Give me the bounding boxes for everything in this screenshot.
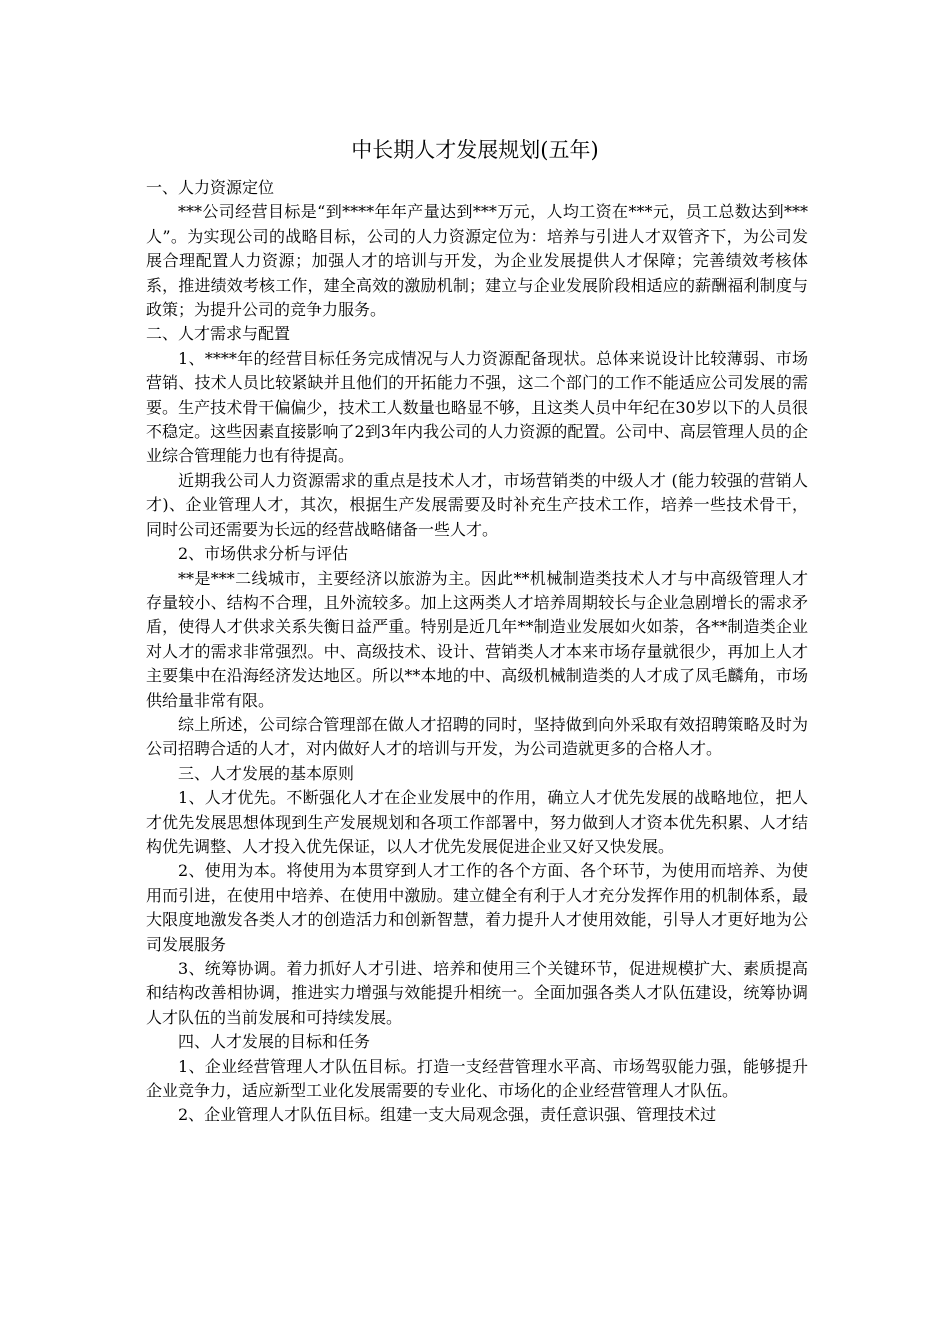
paragraph: 1、****年的经营目标任务完成情况与人力资源配备现状。总体来说设计比较薄弱、市场营销、技术人员比较紧缺并且他们的开拓能力不强，这二个部门的工作不能适应公司发展的需要。生产技术骨干偏偏少，技术工人数量也略显不够，且这类人员中年纪在30岁以下的人员很不稳定。这些因素直接影响了2到3年内我公司的人力资源的配置。公司中、高层管理人员的企业综合管理能力也有待提高。 (146, 348, 808, 466)
paragraph: **是***二线城市，主要经济以旅游为主。因此**机械制造类技术人才与中高级管理人才存量较小、结构不合理，且外流较多。加上这两类人才培养周期较长与企业急剧增长的需求矛盾，使得人才供求关系失衡日益严重。特别是近几年**制造业发展如火如荼，各**制造类企业对人才的需求非常强烈。中、高级技术、设计、营销类人才本来市场存量就很少，再加上人才主要集中在沿海经济发达地区。所以**本地的中、高级机械制造类的人才成了凤毛麟角，市场供给量非常有限。 (146, 568, 808, 710)
section-heading: 一、人力资源定位 (146, 178, 275, 197)
paragraph: 1、企业经营管理人才队伍目标。打造一支经营管理水平高、市场驾驭能力强，能够提升企业竞争力，适应新型工业化发展需要的专业化、市场化的企业经营管理人才队伍。 (146, 1056, 808, 1101)
paragraph: ***公司经营目标是“到****年年产量达到***万元，人均工资在***元，员工总数达到***人”。为实现公司的战略目标，公司的人力资源定位为：培养与引进人才双管齐下，为公司发展合理配置人力资源；加强人才的培训与开发，为企业发展提供人才保障；完善绩效考核体系，推进绩效考核工作，建全高效的激励机制；建立与企业发展阶段相适应的薪酬福利制度与政策；为提升公司的竞争力服务。 (146, 202, 808, 320)
paragraph: 近期我公司人力资源需求的重点是技术人才，市场营销类的中级人才 (能力较强的营销人才)、企业管理人才，其次，根据生产发展需要及时补充生产技术工作，培养一些技术骨干，同时公司还需要为长远的经营战略储备一些人才。 (146, 470, 808, 539)
document-title: 中长期人才发展规划(五年) (351, 138, 599, 162)
paragraph: 2、企业管理人才队伍目标。组建一支大局观念强，责任意识强、管理技术过 (178, 1105, 717, 1125)
paragraph: 2、市场供求分析与评估 (178, 544, 349, 564)
section-heading: 四、人才发展的目标和任务 (178, 1032, 371, 1052)
section-heading: 二、人才需求与配置 (146, 324, 291, 344)
paragraph: 3、统筹协调。着力抓好人才引进、培养和使用三个关键环节，促进规模扩大、素质提高和结构改善相协调，推进实力增强与效能提升相统一。全面加强各类人才队伍建设，统筹协调人才队伍的当前发展和可持续发展。 (146, 959, 808, 1027)
section-heading: 三、人才发展的基本原则 (178, 763, 355, 783)
paragraph: 2、使用为本。将使用为本贯穿到人才工作的各个方面、各个环节，为使用而培养、为使用而引进，在使用中培养、在使用中激励。建立健全有利于人才充分发挥作用的机制体系，最大限度地激发各类人才的创造活力和创新智慧，着力提升人才使用效能，引导人才更好地为公司发展服务 (146, 861, 808, 954)
document-body (146, 176, 808, 1128)
paragraph: 1、人才优先。不断强化人才在企业发展中的作用，确立人才优先发展的战略地位，把人才优先发展思想体现到生产发展规划和各项工作部署中，努力做到人才资本优先积累、人才结构优先调整、人才投入优先保证，以人才优先发展促进企业又好又快发展。 (146, 788, 808, 856)
paragraph: 综上所述，公司综合管理部在做人才招聘的同时，坚持做到向外采取有效招聘策略及时为公司招聘合适的人才，对内做好人才的培训与开发，为公司造就更多的合格人才。 (146, 714, 808, 759)
